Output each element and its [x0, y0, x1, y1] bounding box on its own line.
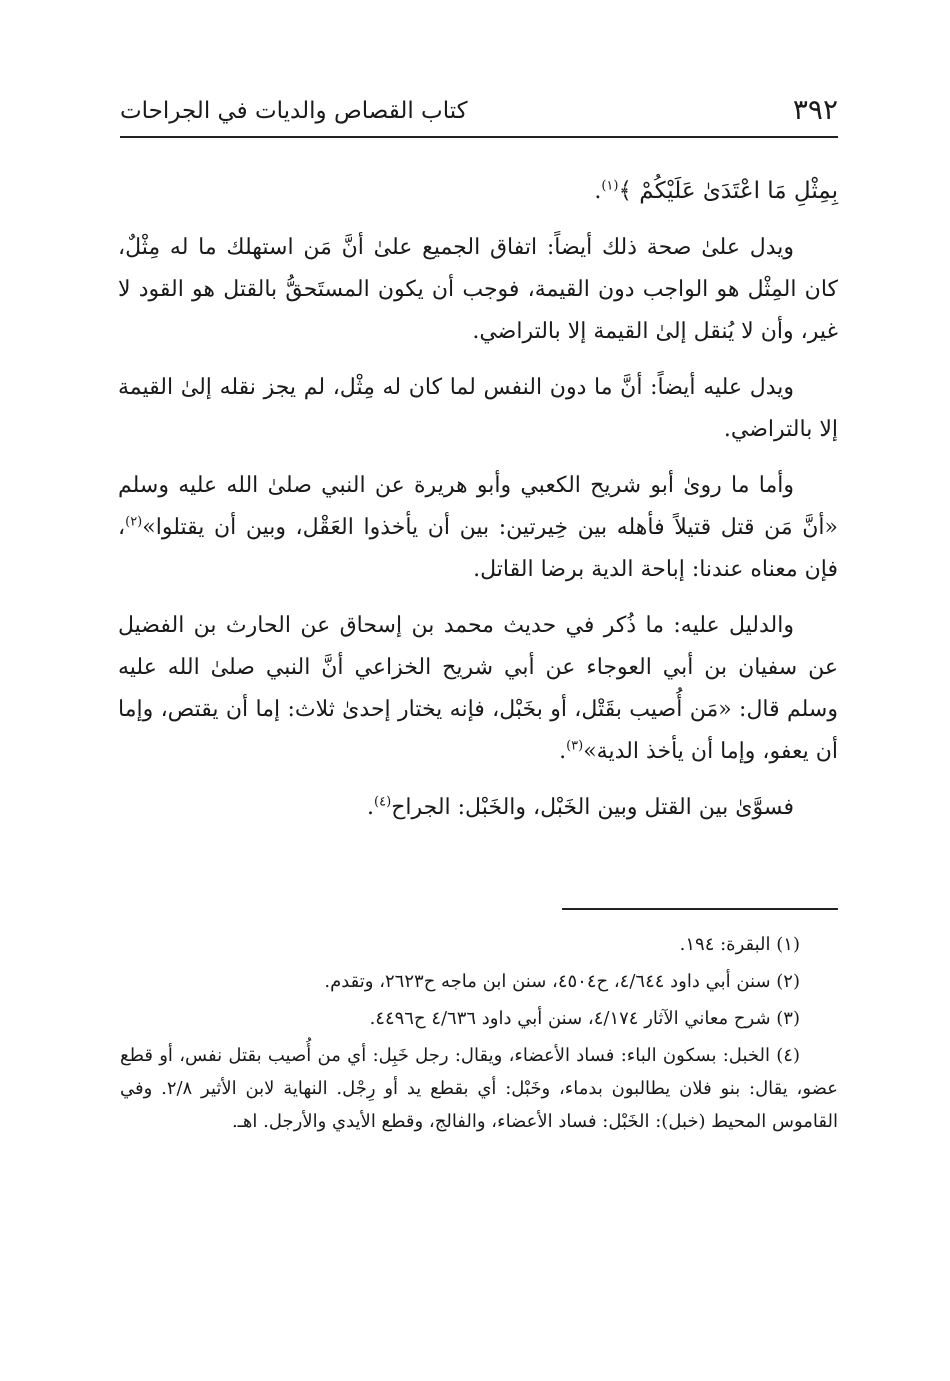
paragraph-1: ويدل علىٰ صحة ذلك أيضاً: اتفاق الجميع علىٰ أنَّ مَن استهلك ما له مِثْلٌ، كان المِثْل هو الواجب دون القيمة، فوجب أن يكون المستَحقُّ بالقتل هو القود لا غير، وأن لا يُنقل إلىٰ القيمة إلا بالتراضي.: [118, 235, 838, 344]
footnote-2: (٢) سنن أبي داود ٤/٦٤٤، ح٤٥٠٤، سنن ابن ماجه ح٢٦٢٣، وتقدم.: [324, 971, 800, 992]
paragraph-4: [118, 605, 838, 773]
main-text: [118, 170, 838, 843]
footnote-1: (١) البقرة: ١٩٤.: [679, 934, 800, 955]
verse-end: .: [594, 179, 602, 204]
footnote-ref-2: (٢): [125, 514, 143, 530]
footnotes: [120, 928, 838, 1142]
footnote-ref-1: (١): [601, 178, 619, 194]
page-header: [120, 92, 838, 138]
quran-verse: بِمِثْلِ مَا اعْتَدَىٰ عَلَيْكُمْ ﴾: [618, 178, 838, 204]
paragraph-4-tail: .: [559, 739, 567, 764]
verse-line: [118, 170, 838, 213]
footnote-ref-3: (٣): [566, 738, 584, 754]
page-number: ٣٩٢: [792, 93, 838, 126]
paragraph-3-tail: ، فإن معناه عندنا: إباحة الدية برضا القاتل.: [118, 515, 838, 582]
paragraph-3-text: وأما ما روىٰ أبو شريح الكعبي وأبو هريرة عن النبي صلىٰ الله عليه وسلم «أنَّ مَن قتل قتيلاً فأهله بين خِيرتين: بين أن يأخذوا العَقْل، وبين أن يقتلوا»: [118, 473, 838, 540]
footnote-ref-4: (٤): [374, 794, 392, 810]
paragraph-5-tail: .: [367, 795, 375, 820]
paragraph-2: ويدل عليه أيضاً: أنَّ ما دون النفس لما كان له مِثْل، لم يجز نقله إلىٰ القيمة إلا بالتراضي.: [118, 375, 838, 442]
paragraph-5-text: فسوَّىٰ بين القتل وبين الخَبْل، والخَبْل: الجراح: [391, 795, 794, 820]
footnote-3: (٣) شرح معاني الآثار ٤/١٧٤، سنن أبي داود ٤/٦٣٦ ح٤٤٩٦.: [369, 1008, 800, 1029]
paragraph-5: [118, 787, 838, 829]
running-title: كتاب القصاص والديات في الجراحات: [120, 98, 468, 124]
footnote-divider: [562, 908, 838, 910]
paragraph-4-text: والدليل عليه: ما ذُكر في حديث محمد بن إسحاق عن الحارث بن الفضيل عن سفيان بن أبي العوجاء عن أبي شريح الخزاعي أنَّ النبي صلىٰ الله عليه وسلم قال: «مَن أُصيب بقَتْل، أو بخَبْل، فإنه يختار إحدىٰ ثلاث: إما أن يقتص، وإما أن يعفو، وإما أن يأخذ الدية»: [118, 613, 838, 764]
footnote-4: (٤) الخبل: بسكون الباء: فساد الأعضاء، ويقال: رجل خَبِل: أي من أُصيب بقتل نفس، أو قطع عضو، يقال: بنو فلان يطالبون بدماء، وخَبْل: أي بقطع يد أو رِجْل. النهاية لابن الأثير ٢/٨. وفي القاموس المحيط (خبل): الخَبْل: فساد الأعضاء، والفالج، وقطع الأيدي والأرجل. اهـ.: [120, 1045, 838, 1132]
paragraph-3: [118, 465, 838, 591]
